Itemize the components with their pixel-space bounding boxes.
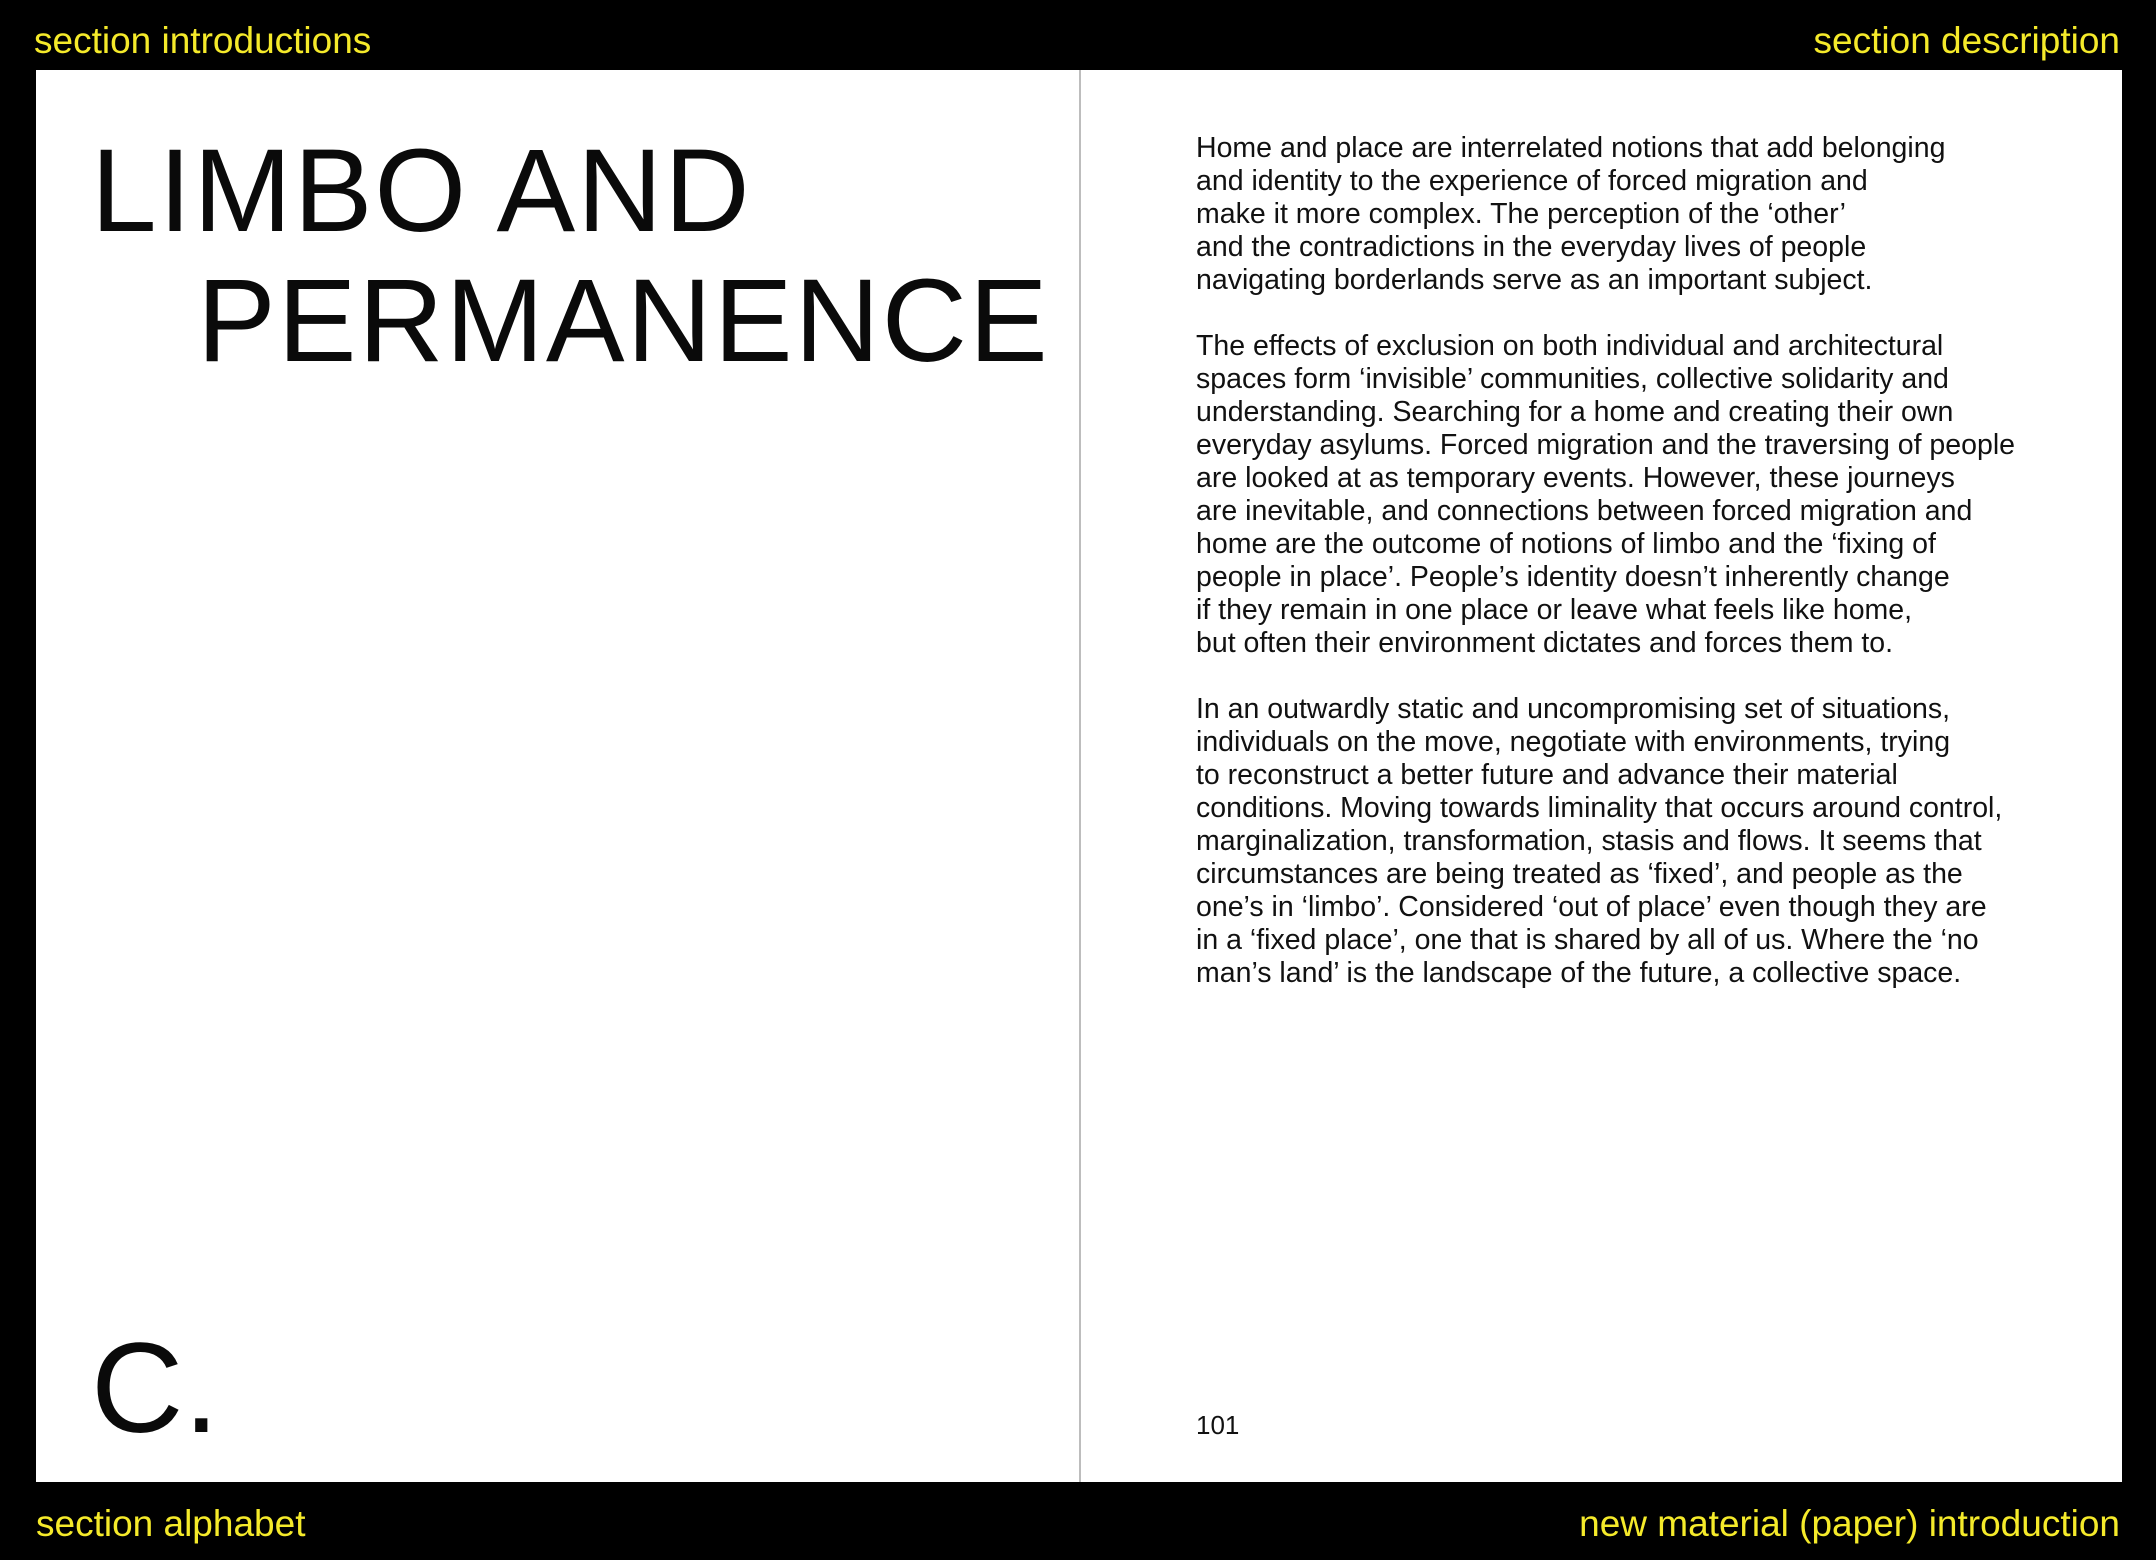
page-number: 101 [1196, 1410, 1240, 1440]
section-title-line-1: LIMBO AND [91, 125, 752, 257]
description-paragraph-2: The effects of exclusion on both individual and architectural spaces form ‘invisible’ communities, collective solidarity and understanding. Searching for a home and creating their own everyday asylums. Forced migration and the traversing of people are looked at as temporary events. However, these journeys are inevitable, and connections between forced migration and home are the outcome of notions of limbo and the ‘fixing of people in place’. People’s identity doesn’t inherently change if they remain in one place or leave what feels like home, but often their environment dictates and forces them to. [1196, 330, 2015, 659]
annotation-new-material-introduction: new material (paper) introduction [1579, 1503, 2120, 1544]
section-letter: C. [91, 1317, 219, 1460]
description-paragraph-1: Home and place are interrelated notions that add belonging and identity to the experience of forced migration and make it more complex. The perception of the ‘other’ and the contradictions in the everyday lives of people navigating borderlands serve as an important subject. [1196, 132, 1946, 296]
annotation-section-introductions: section introductions [34, 20, 372, 61]
description-paragraph-3: In an outwardly static and uncompromising set of situations, individuals on the move, negotiate with environments, trying to reconstruct a better future and advance their material conditions. Moving towards liminality that occurs around control, marginalization, transformation, stasis and flows. It seems that circumstances are being treated as ‘fixed’, and people as the one’s in ‘limbo’. Considered ‘out of place’ even though they are in a ‘fixed place’, one that is shared by all of us. Where the ‘no man’s land’ is the landscape of the future, a collective space. [1196, 693, 2003, 989]
annotation-section-alphabet: section alphabet [36, 1503, 306, 1544]
book-spread [36, 70, 2122, 1482]
section-title [91, 126, 1050, 386]
right-page [1079, 70, 2122, 1482]
section-title-line-2: PERMANENCE [197, 255, 1050, 387]
left-page [36, 70, 1079, 1482]
annotation-section-description: section description [1813, 20, 2120, 61]
section-description-text [1196, 132, 2076, 1023]
